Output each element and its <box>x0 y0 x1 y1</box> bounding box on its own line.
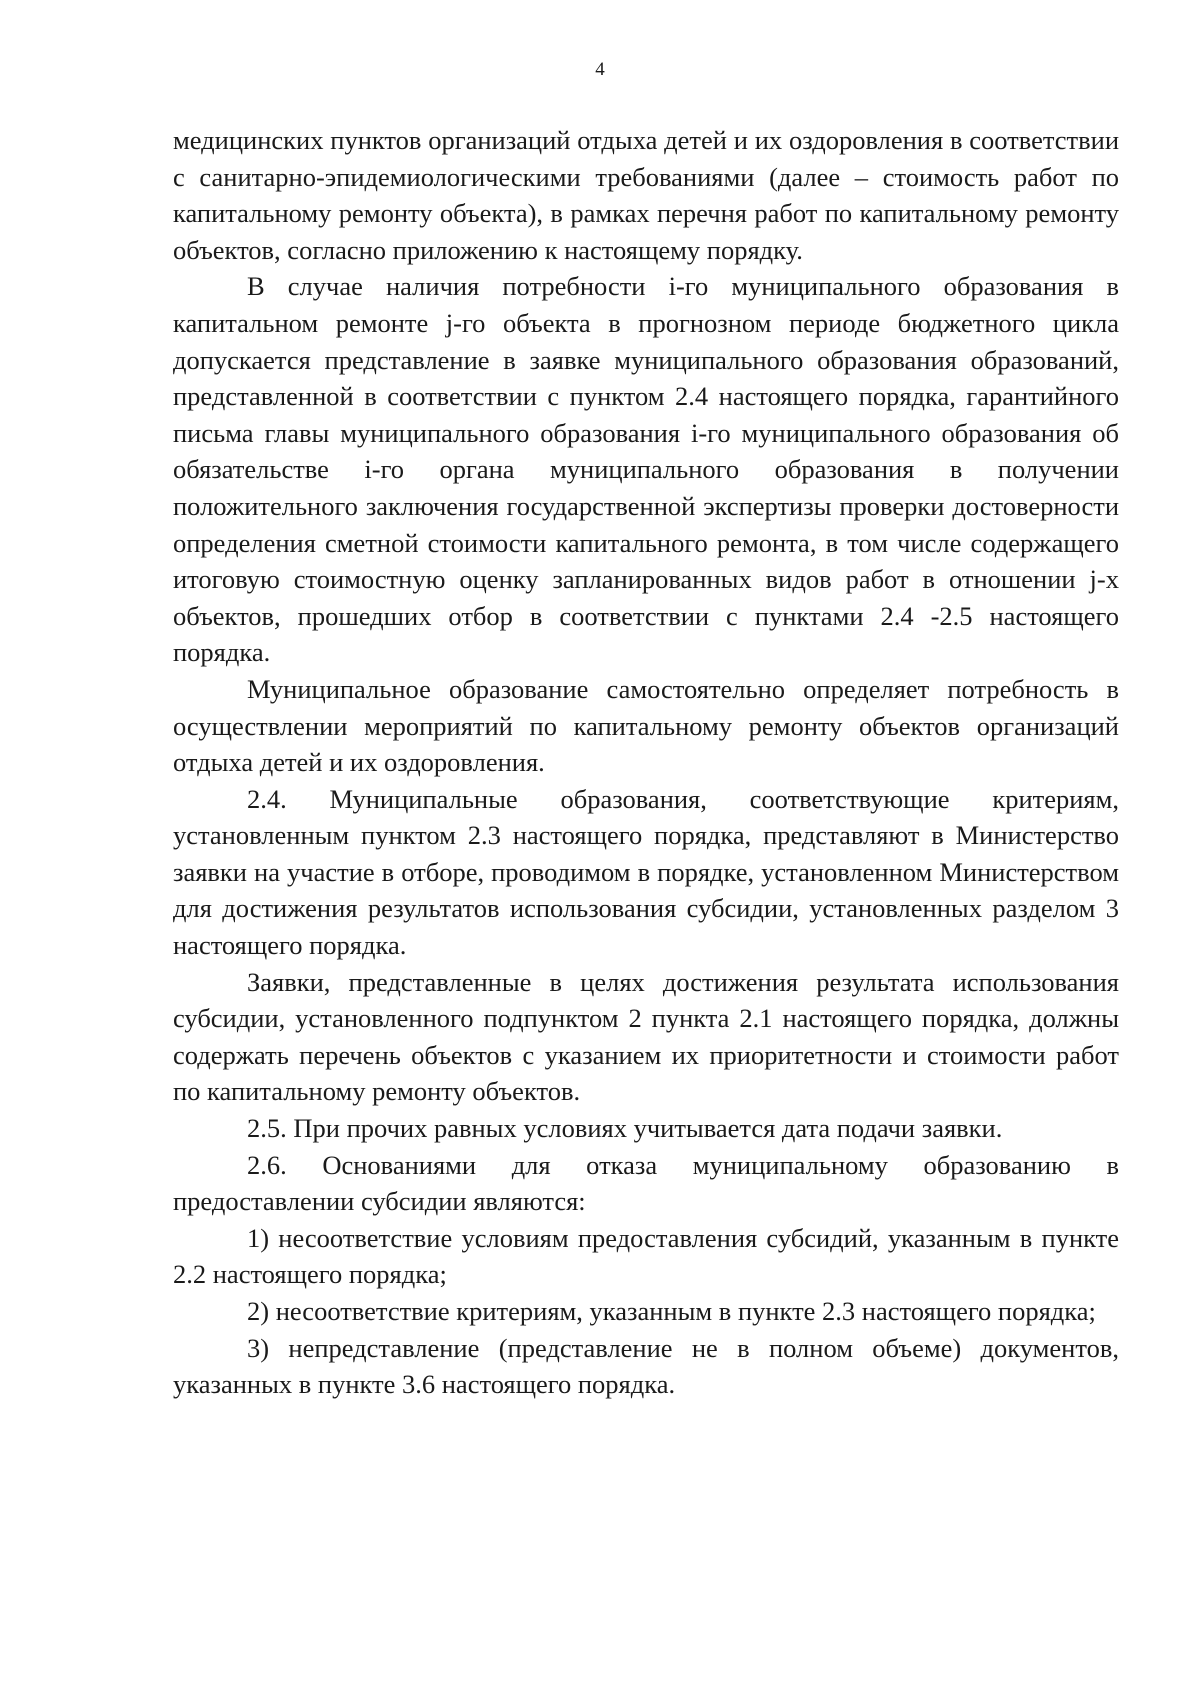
paragraph-continuation: медицинских пунктов организаций отдыха детей и их оздоровления в соответствии с санитарно-эпидемиологическими требованиями (далее – стоимость работ по капитальному ремонту объекта), в рамках перечня работ по капитальному ремонту объектов, согласно приложению к настоящему порядку. <box>173 125 1119 265</box>
document-body <box>173 122 1119 1403</box>
list-item-3: 3) непредставление (представление не в полном объеме) документов, указанных в пункте 3.6 настоящего порядка. <box>173 1332 1119 1400</box>
paragraph-2-6: 2.6. Основаниями для отказа муниципальному образованию в предоставлении субсидии являются: <box>173 1149 1119 1217</box>
paragraph-2-4: 2.4. Муниципальные образования, соответствующие критериям, установленным пунктом 2.3 настоящего порядка, представляют в Министерство заявки на участие в отборе, проводимом в порядке, установленном Министерством для достижения результатов использования субсидии, установленных разделом 3 настоящего порядка. <box>173 783 1119 961</box>
paragraph-applications-content: Заявки, представленные в целях достижения результата использования субсидии, установленного подпунктом 2 пункта 2.1 настоящего порядка, должны содержать перечень объектов с указанием их приоритетности и стоимости работ по капитальному ремонту объектов. <box>173 966 1119 1107</box>
list-item-1: 1) несоответствие условиям предоставления субсидий, указанным в пункте 2.2 настоящего порядка; <box>173 1222 1119 1290</box>
paragraph-2-5: 2.5. При прочих равных условиях учитывается дата подачи заявки. <box>247 1113 1003 1144</box>
page-number: 4 <box>595 59 605 80</box>
paragraph-capital-repair-need: В случае наличия потребности i-го муниципального образования в капитальном ремонте j-го объекта в прогнозном периоде бюджетного цикла допускается представление в заявке муниципального образования образований, представленной в соответствии с пунктом 2.4 настоящего порядка, гарантийного письма главы муниципального образования i-го муниципального образования об обязательстве i-го органа муниципального образования в получении положительного заключения государственной экспертизы проверки достоверности определения сметной стоимости капитального ремонта, в том числе содержащего итоговую стоимостную оценку запланированных видов работ в отношении j-х объектов, прошедших отбор в соответствии с пунктами 2.4 -2.5 настоящего порядка. <box>173 271 1119 668</box>
list-item-2: 2) несоответствие критериям, указанным в пункте 2.3 настоящего порядка; <box>247 1296 1096 1326</box>
paragraph-municipality-determines-need: Муниципальное образование самостоятельно определяет потребность в осуществлении мероприятий по капитальному ремонту объектов организаций отдыха детей и их оздоровления. <box>173 673 1119 778</box>
